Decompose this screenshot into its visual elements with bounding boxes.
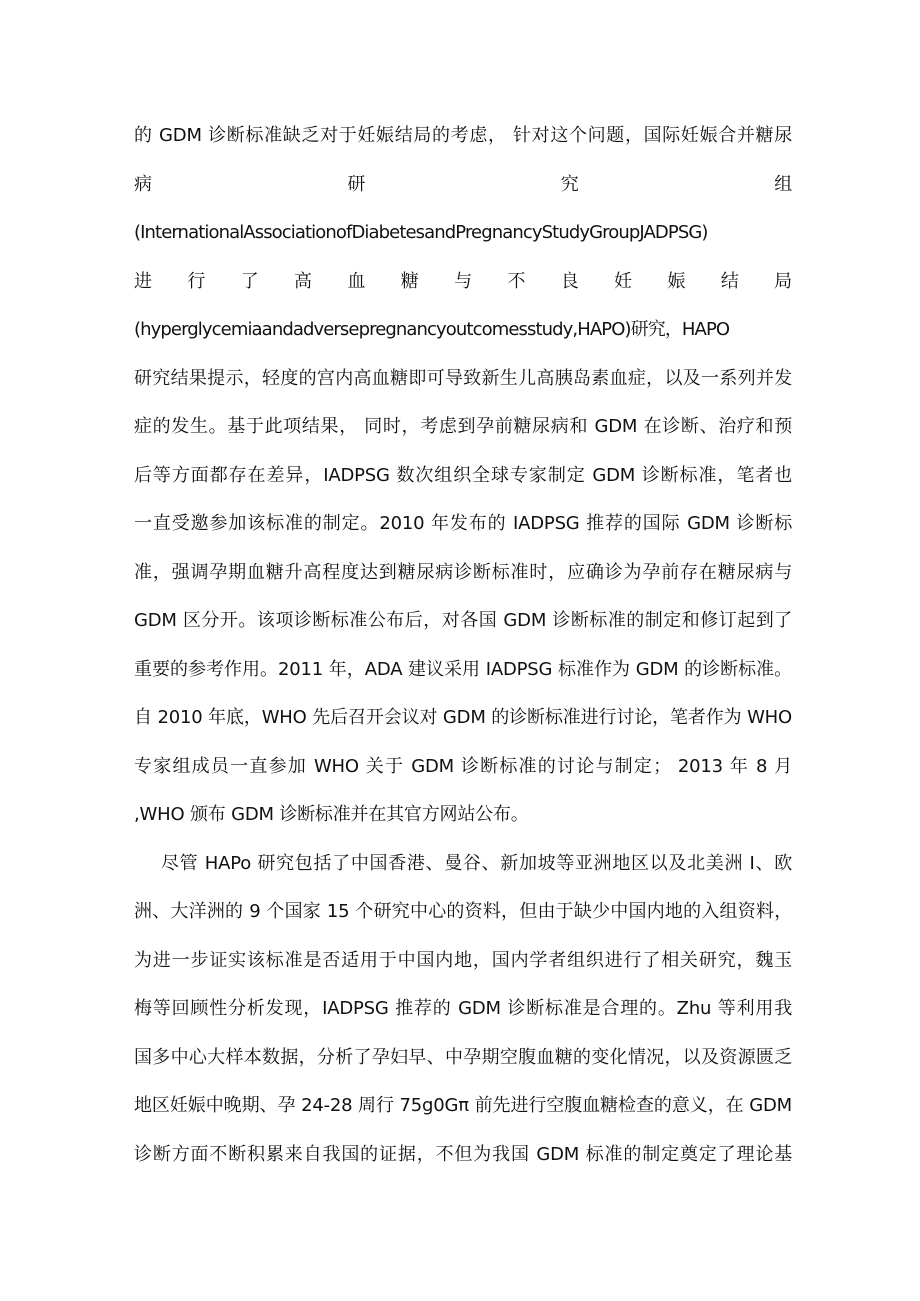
paragraph-2-line-4: 梅等回顾性分析发现，IADPSG 推荐的 GDM 诊断标准是合理的。Zhu 等利用我	[134, 998, 792, 1019]
paragraph-1-line-11: GDM 区分开。该项诊断标准公布后，对各国 GDM 诊断标准的制定和修订起到了	[134, 610, 792, 631]
body-text	[134, 112, 792, 1179]
paragraph-2-line-2: 洲、大洋洲的 9 个国家 15 个研究中心的资料，但由于缺少中国内地的入组资料，	[134, 901, 792, 922]
paragraph-1-line-12: 重要的参考作用。2011 年，ADA 建议采用 IADPSG 标准作为 GDM 的诊断标准。	[134, 658, 792, 680]
paragraph-1-line-8: 后等方面都存在差异，IADPSG 数次组织全球专家制定 GDM 诊断标准，笔者也	[134, 464, 792, 486]
paragraph-1-line-9: 一直受邀参加该标准的制定。2010 年发布的 IADPSG 推荐的国际 GDM 诊断标	[134, 513, 792, 534]
paragraph-2-line-3: 为进一步证实该标准是否适用于中国内地，国内学者组织进行了相关研究，魏玉	[134, 949, 792, 971]
paragraph-1-line-10: 准，强调孕期血糖升高程度达到糖尿病诊断标准时，应确诊为孕前存在糖尿病与	[134, 561, 792, 583]
paragraph-2-line-7: 诊断方面不断积累来自我国的证据，不但为我国 GDM 标准的制定奠定了理论基	[134, 1143, 792, 1165]
paragraph-1-line-7: 症的发生。基于此项结果， 同时，考虑到孕前糖尿病和 GDM 在诊断、治疗和预	[134, 416, 792, 437]
paragraph-1-line-1: 的 GDM 诊断标准缺乏对于妊娠结局的考虑， 针对这个问题，国际妊娠合并糖尿	[134, 125, 792, 146]
paragraph-1-line-14: 专家组成员一直参加 WHO 关于 GDM 诊断标准的讨论与制定； 2013 年 8 月	[134, 755, 792, 777]
paragraph-1-line-3: (InternationalAssociationofDiabetesandPregnancyStudyGroupJADPSG)	[134, 222, 708, 243]
paragraph-1-line-6: 研究结果提示，轻度的宫内高血糖即可导致新生儿高胰岛素血症，以及一系列并发	[134, 367, 792, 389]
paragraph-1-line-13: 自 2010 年底，WHO 先后召开会议对 GDM 的诊断标准进行讨论，笔者作为 WHO	[134, 707, 792, 728]
paragraph-1-line-4: 进 行 了 高 血 糖 与 不 良 妊 娠 结 局	[134, 270, 792, 292]
paragraph-2-line-5: 国多中心大样本数据，分析了孕妇早、中孕期空腹血糖的变化情况，以及资源匮乏	[134, 1046, 792, 1068]
paragraph-1-line-2: 病 研 究 组	[134, 173, 792, 195]
paragraph-2-line-6: 地区妊娠中晚期、孕 24-28 周行 75g0Gπ 前先进行空腹血糖检查的意义，在 GDM	[134, 1095, 792, 1116]
paragraph-2-line-1: 尽管 HAPo 研究包括了中国香港、曼谷、新加坡等亚洲地区以及北美洲 I、欧	[161, 852, 792, 874]
paragraph-1-line-15: ,WHO 颁布 GDM 诊断标准并在其官方网站公布。	[134, 804, 529, 825]
paragraph-1-line-5: (hyperglycemiaandadversepregnancyoutcomesstudy,HAPO)研究，HAPO	[134, 319, 730, 340]
